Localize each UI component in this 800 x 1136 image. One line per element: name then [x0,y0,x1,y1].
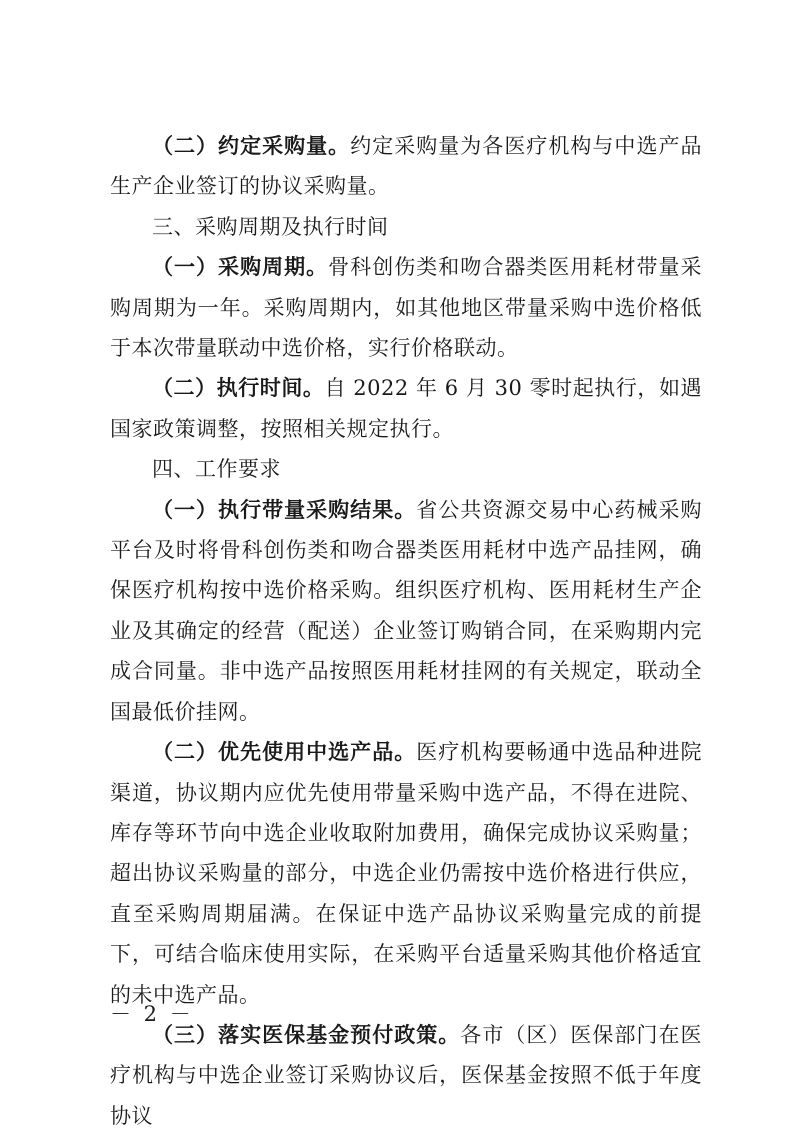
paragraph-text: 约定采购量为各医疗机构与中选产品生产企业签订的协议采购量。 [110,134,702,199]
paragraph-text: 医疗机构要畅通中选品种进院渠道，协议期内应优先使用带量采购中选产品，不得在进院、库存等环节向中选企业收取附加费用，确保完成协议采购量；超出协议采购量的部分，中选企业仍需按中选价格进行供应，直至采购周期届满。在保证中选产品协议采购量完成的前提下，可结合临床使用实际，在采购平台适量采购其他价格适宜的未中选产品。 [110,740,702,1007]
section-heading-4 [110,449,702,489]
paragraph-lead: （二）执行时间。 [152,375,325,401]
section-heading-3 [110,207,702,247]
document-body [110,126,702,1136]
paragraph-agreed-volume [110,126,702,207]
paragraph-lead: （二）约定采购量。 [152,133,351,158]
paragraph-lead: （二）优先使用中选产品。 [152,739,417,765]
paragraph-execution-time [110,368,702,449]
heading-text: 四、工作要求 [152,457,281,482]
page-number: － 2 － [110,1002,194,1026]
paragraph-lead: （一）采购周期。 [152,254,329,280]
heading-text: 三、采购周期及执行时间 [152,214,389,239]
paragraph-text: 自 2022 年 6 月 30 零时起执行，如遇国家政策调整，按照相关规定执行。 [110,376,703,441]
paragraph-prepayment-policy [110,1015,702,1136]
paragraph-text: 骨科创伤类和吻合器类医用耗材带量采购周期为一年。采购周期内，如其他地区带量采购中选价格低于本次带量联动中选价格，实行价格联动。 [110,255,703,361]
paragraph-text: 各市（区）医保部门在医疗机构与中选企业签订采购协议后，医保基金按照不低于年度协议 [110,1022,703,1128]
paragraph-execute-results [110,490,702,732]
paragraph-lead: （三）落实医保基金预付政策。 [152,1021,461,1047]
paragraph-procurement-cycle [110,247,702,368]
paragraph-priority-use [110,732,702,1015]
paragraph-lead: （一）执行带量采购结果。 [152,496,417,522]
paragraph-text: 省公共资源交易中心药械采购平台及时将骨科创伤类和吻合器类医用耗材中选产品挂网，确保医疗机构按中选价格采购。组织医疗机构、医用耗材生产企业及其确定的经营（配送）企业签订购销合同，在采购期内完成合同量。非中选产品按照医用耗材挂网的有关规定，联动全国最低价挂网。 [110,497,702,724]
